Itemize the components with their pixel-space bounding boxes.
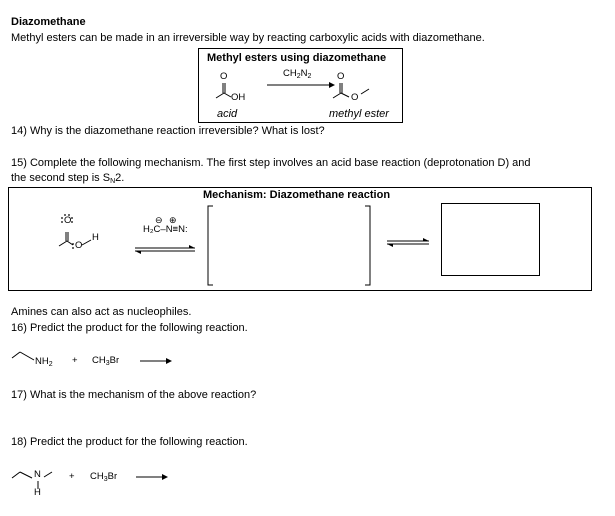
diazo-minus-charge: ⊖ [155,215,163,225]
acid-carbonyl-o: O [220,71,228,82]
mechanism-acid-h: H [92,232,99,243]
acid-label: acid [217,108,238,120]
acid-oh: OH [231,92,246,103]
mechanism-acid-carbonyl-o: O [64,215,72,226]
reaction-18-n: N [34,469,41,480]
r18-ch3-sub: 3 [103,476,108,483]
ester-carbonyl-o: O [337,71,345,82]
diazo-plus-charge: ⊕ [169,215,177,225]
mechanism-acid-hydroxyl-o: O [75,240,83,251]
question-18: 18) Predict the product for the following reaction. [11,436,248,448]
r16-nh-text: NH [35,356,49,367]
methyl-esters-heading: Methyl esters using diazomethane [207,52,387,64]
r16-br-text: Br [109,355,120,366]
amines-nucleophiles-text: Amines can also act as nucleophiles. [11,306,192,318]
reagent-tail: N [300,68,308,79]
reaction-18-h: H [34,487,41,498]
reagent-text: CH [283,68,297,79]
q15-sn-sub: N [110,178,116,185]
reaction-18-plus: + [69,471,75,482]
question-14: 14) Why is the diazomethane reaction irreversible? What is lost? [11,125,325,137]
r16-nh2-sub: 2 [48,361,53,368]
question-15-line1: 15) Complete the following mechanism. The first step involves an acid base reaction (deprotonation D) and [11,157,531,169]
ester-o: O [351,92,359,103]
diazomethane-formula: H₂C–N≡N: [143,224,188,235]
ester-label: methyl ester [329,108,389,120]
r16-ch-text: CH [92,355,106,366]
page-title: Diazomethane [11,16,86,28]
reagent-sub: 2 [296,73,301,80]
r18-br-text: Br [107,471,118,482]
q15-line2-tail: 2. [115,172,125,184]
r18-ch-text: CH [90,471,104,482]
question-17: 17) What is the mechanism of the above reaction? [11,389,257,401]
question-16: 16) Predict the product for the following reaction. [11,322,248,334]
q15-line2-text: the second step is S [11,172,111,184]
intro-text: Methyl esters can be made in an irreversible way by reacting carboxylic acids with diazomethane. [11,32,485,44]
reaction-16-plus: + [72,355,78,366]
r16-ch3-sub: 3 [105,360,110,367]
reagent-sub2: 2 [307,73,312,80]
mechanism-heading: Mechanism: Diazomethane reaction [203,189,391,201]
